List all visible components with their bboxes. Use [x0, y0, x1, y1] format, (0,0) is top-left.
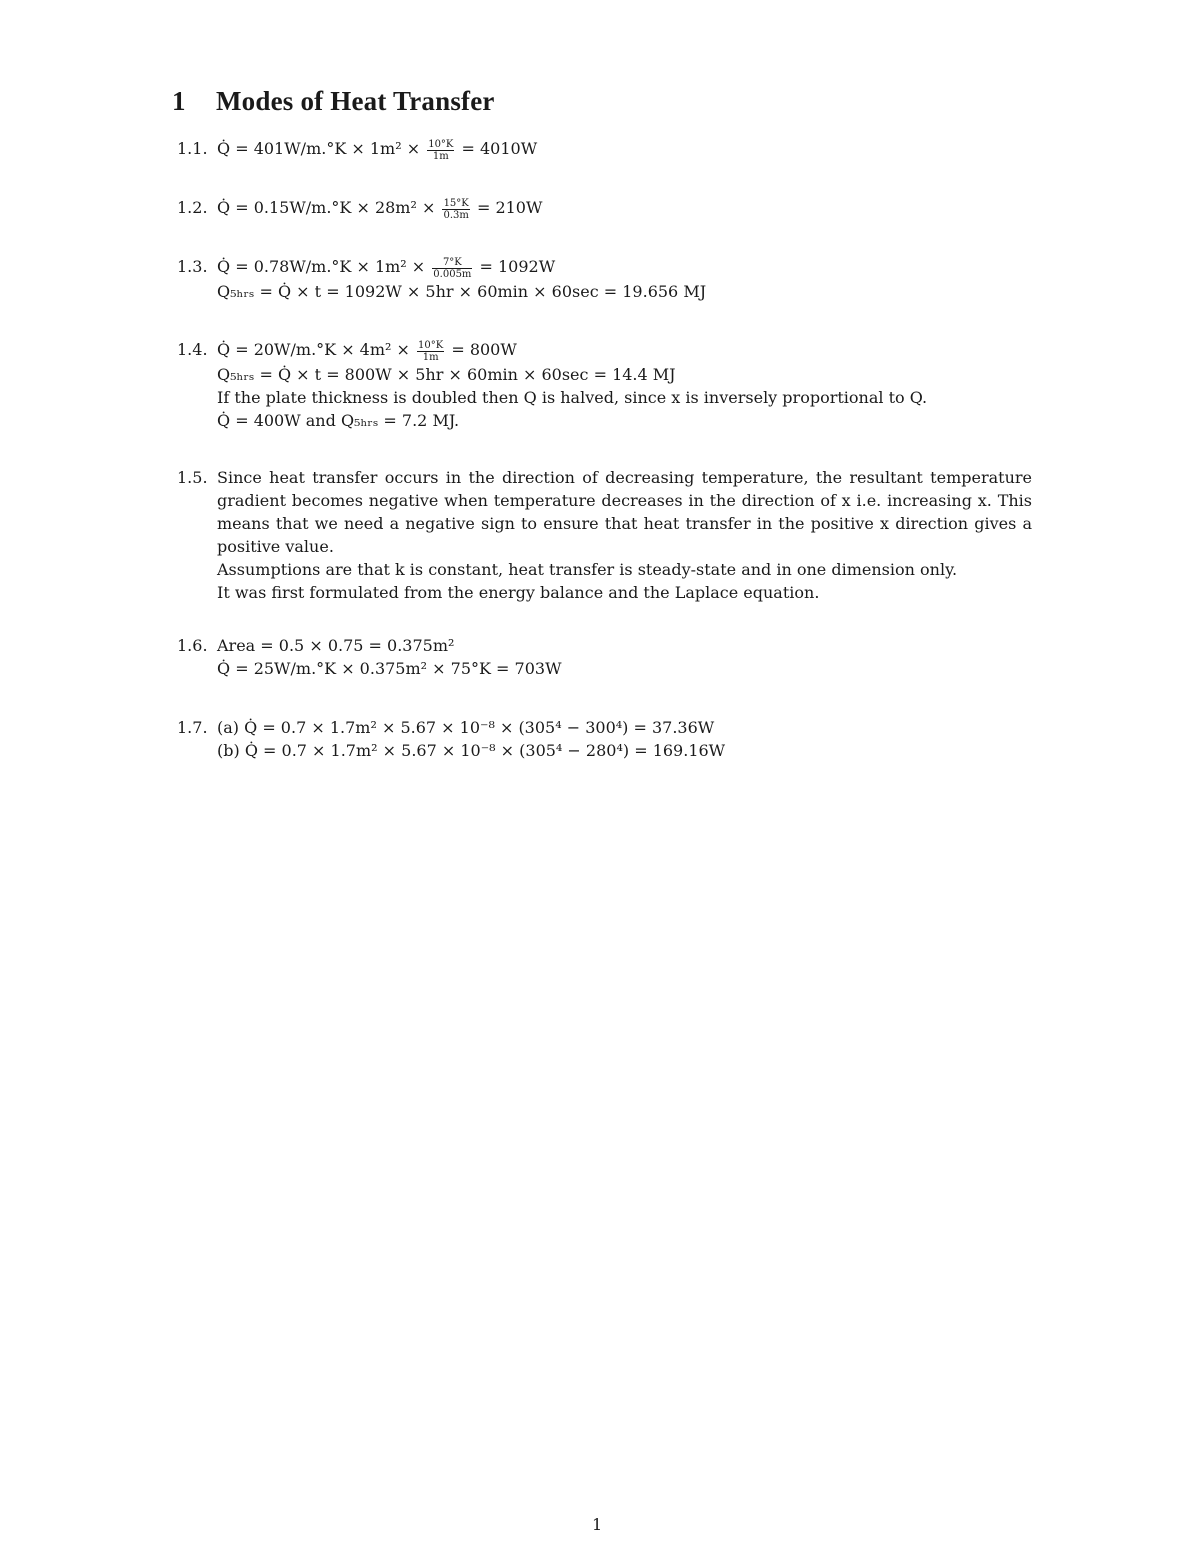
equation-line: Q₅ₕᵣₛ = Q̇ × t = 800W × 5hr × 60min × 60sec = 14.4 MJ [217, 365, 676, 384]
equation-line: (b) Q̇ = 0.7 × 1.7m² × 5.67 × 10⁻⁸ × (305⁴ − 280⁴) = 169.16W [217, 741, 726, 760]
equation-line: Area = 0.5 × 0.75 = 0.375m² [217, 636, 455, 655]
fraction-numerator: 15°K [443, 198, 469, 209]
fraction-denominator: 0.005m [433, 269, 472, 280]
equation-line: (a) Q̇ = 0.7 × 1.7m² × 5.67 × 10⁻⁸ × (305⁴ − 300⁴) = 37.36W [217, 718, 715, 737]
fraction-denominator: 1m [432, 151, 449, 162]
problem-label: 1.1. [177, 139, 208, 158]
text-line: Assumptions are that k is constant, heat transfer is steady-state and in one dimension only. [217, 560, 958, 579]
problem-label: 1.3. [177, 257, 208, 276]
fraction-denominator: 0.3m [443, 210, 469, 221]
equation-line: Q₅ₕᵣₛ = Q̇ × t = 1092W × 5hr × 60min × 60sec = 19.656 MJ [217, 282, 707, 301]
fraction [427, 139, 454, 162]
fraction [417, 340, 444, 363]
equation-text: Q̇ = 20W/m.°K × 4m² × [217, 340, 416, 359]
equation-line: Q̇ = 25W/m.°K × 0.375m² × 75°K = 703W [217, 659, 562, 678]
page-number: 1 [592, 1515, 603, 1534]
problem-label: 1.4. [177, 340, 208, 359]
fraction-numerator: 10°K [418, 340, 444, 351]
equation-result: = 1092W [474, 257, 556, 276]
section-heading [172, 86, 495, 117]
equation-text: Q̇ = 0.78W/m.°K × 1m² × [217, 257, 431, 276]
equation-line [217, 196, 1037, 221]
equation-line [217, 255, 1037, 280]
equation-text: Q̇ = 401W/m.°K × 1m² × [217, 139, 426, 158]
problem-label: 1.7. [177, 718, 208, 737]
section-number: 1 [172, 86, 186, 116]
equation-line [217, 137, 1037, 162]
text-line: If the plate thickness is doubled then Q is halved, since x is inversely proportional to Q. [217, 388, 928, 407]
text-line: It was first formulated from the energy balance and the Laplace equation. [217, 583, 820, 602]
fraction-denominator: 1m [422, 352, 439, 363]
equation-line: Q̇ = 400W and Q₅ₕᵣₛ = 7.2 MJ. [217, 411, 460, 430]
fraction-numerator: 10°K [428, 139, 454, 150]
equation-line [217, 338, 1037, 363]
fraction [432, 257, 472, 280]
fraction-numerator: 7°K [432, 257, 472, 269]
equation-result: = 4010W [456, 139, 538, 158]
equation-result: = 210W [471, 198, 543, 217]
problem-label: 1.2. [177, 198, 208, 217]
explanation-paragraph: Since heat transfer occurs in the direction of decreasing temperature, the resultant temperature gradient becomes negative when temperature decreases in the direction of x i.e. increasing x. This means that we need a negative sign to ensure that heat transfer in the positive x direction gives a positive value. [217, 468, 1032, 556]
equation-result: = 800W [446, 340, 517, 359]
fraction [442, 198, 469, 221]
section-title: Modes of Heat Transfer [216, 86, 495, 116]
problem-label: 1.5. [177, 468, 208, 487]
equation-text: Q̇ = 0.15W/m.°K × 28m² × [217, 198, 441, 217]
problem-label: 1.6. [177, 636, 208, 655]
